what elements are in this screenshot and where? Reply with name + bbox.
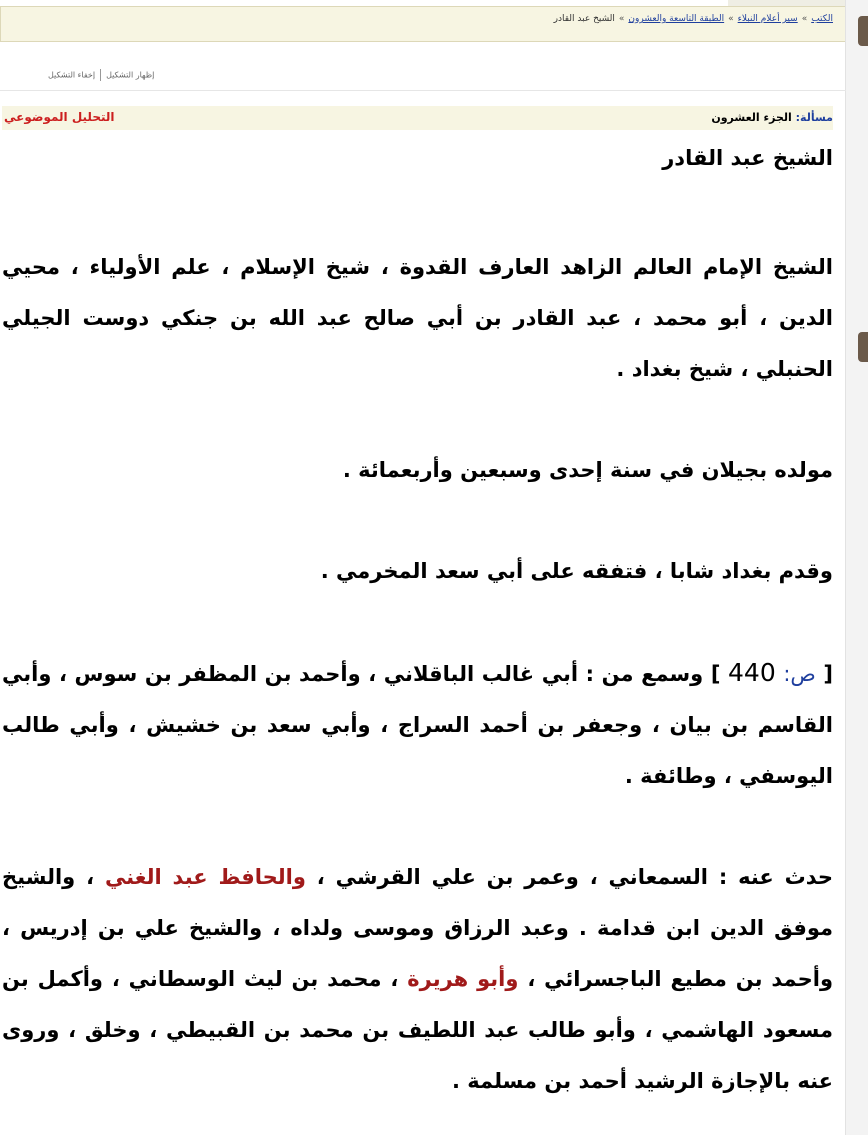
spacer: [2, 176, 833, 242]
article-body: [2, 140, 833, 1107]
spacer: [2, 802, 833, 852]
narrator-link-abu-hurayra[interactable]: وأبو هريرة: [407, 967, 519, 991]
hide-diacritics-link[interactable]: إخفاء التشكيل: [48, 70, 96, 80]
breadcrumb-link-book[interactable]: سير أعلام النبلاء: [737, 14, 798, 24]
page-label: ص:: [783, 662, 816, 686]
side-tab-top[interactable]: [858, 16, 868, 46]
side-tab-middle[interactable]: [858, 332, 868, 362]
breadcrumb-separator: »: [618, 14, 625, 24]
breadcrumb-link-chapter[interactable]: الطبقة التاسعة والعشرون: [628, 14, 725, 24]
students-text-3: ، محمد بن ليث الوسطاني ، وأكمل بن مسعود الهاشمي ، وأبو طالب عبد اللطيف بن محمد بن القبيطي ، وخلق ، وروى عنه بالإجازة الرشيد أحمد بن مسلمة .: [2, 967, 833, 1093]
side-scroll-strip[interactable]: [845, 0, 868, 1135]
breadcrumb: [0, 6, 846, 42]
spacer: [2, 597, 833, 647]
issue-info: [711, 111, 833, 124]
breadcrumb-separator: »: [728, 14, 734, 24]
breadcrumb-separator: »: [801, 14, 808, 24]
info-bar: [2, 106, 833, 130]
paragraph-biography: الشيخ الإمام العالم الزاهد العارف القدوة ، شيخ الإسلام ، علم الأولياء ، محيي الدين ، أبو محمد ، عبد القادر بن أبي صالح عبد الله بن جنكي دوست الجيلي الحنبلي ، شيخ بغداد .: [2, 255, 833, 381]
paragraph-birth: مولده بجيلان في سنة إحدى وسبعين وأربعمائة .: [342, 458, 833, 482]
paragraph-teachers: [2, 647, 833, 802]
students-text-1: حدث عنه : السمعاني ، وعمر بن علي القرشي ،: [316, 865, 833, 889]
narrator-link-abd-alghani[interactable]: والحافظ عبد الغني: [104, 865, 306, 889]
teachers-text: وسمع من : أبي غالب الباقلاني ، وأحمد بن المظفر بن سوس ، وأبي القاسم بن بيان ، وجعفر بن أحمد السراج ، وأبي سعد بن خشيش ، وأبي طالب اليوسفي ، وطائفة .: [2, 662, 833, 788]
show-diacritics-link[interactable]: إظهار التشكيل: [106, 70, 155, 80]
bracket-close: ]: [710, 662, 721, 686]
divider-line: [0, 90, 846, 91]
topical-analysis-link[interactable]: التحليل الموضوعي: [4, 110, 115, 124]
article-title: الشيخ عبد القادر: [662, 146, 833, 170]
breadcrumb-current: الشيخ عبد القادر: [553, 14, 615, 24]
spacer: [2, 496, 833, 546]
paragraph-students: [2, 852, 833, 1107]
breadcrumb-link-books[interactable]: الكتب: [811, 14, 833, 24]
paragraph-arrival: وقدم بغداد شابا ، فتفقه على أبي سعد المخرمي .: [320, 559, 833, 583]
bracket-open: [: [823, 662, 834, 686]
spacer: [2, 395, 833, 445]
issue-label: مسألة:: [795, 111, 833, 124]
diacritics-toggle: [48, 69, 154, 81]
issue-value: الجزء العشرون: [711, 111, 792, 124]
toggle-divider: [100, 69, 101, 81]
students-text-2: ، والشيخ موفق الدين ابن قدامة . وعبد الرزاق وموسى ولداه ، والشيخ علي بن إدريس ، وأحمد بن مطيع الباجسرائي ،: [2, 865, 833, 991]
page-number-link[interactable]: 440: [728, 658, 776, 687]
